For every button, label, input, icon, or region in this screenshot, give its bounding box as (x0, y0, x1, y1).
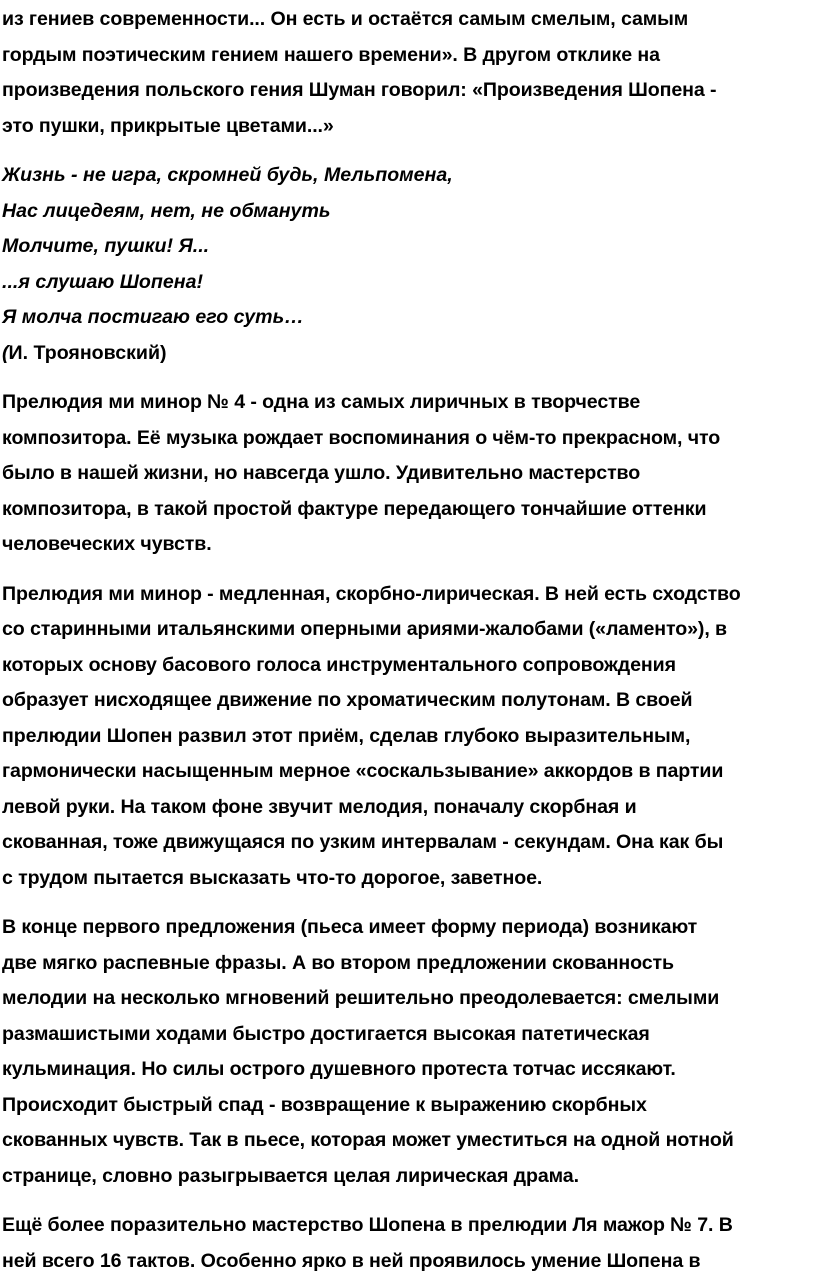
text-line: произведения польского гения Шуман говорил: «Произведения Шопена - (2, 73, 812, 109)
text-line: скованная, тоже движущаяся по узким интервалам - секундам. Она как бы (2, 825, 812, 861)
poem-author (2, 336, 812, 372)
text-line: из гениев современности... Он есть и остаётся самым смелым, самым (2, 2, 812, 38)
text-line: с трудом пытается высказать что-то дорогое, заветное. (2, 861, 812, 897)
text-line: образует нисходящее движение по хроматическим полутонам. В своей (2, 683, 812, 719)
text-line: Ещё более поразительно мастерство Шопена в прелюдии Ля мажор № 7. В (2, 1208, 812, 1244)
text-line: это пушки, прикрытые цветами...» (2, 109, 812, 145)
text-line: Происходит быстрый спад - возвращение к выражению скорбных (2, 1088, 812, 1124)
paragraph-gap (2, 896, 812, 910)
poem-block (2, 158, 812, 371)
text-line: композитора. Её музыка рождает воспоминания о чём-то прекрасном, что (2, 421, 812, 457)
paragraph-prelude-form (2, 910, 812, 1194)
text-line: со старинными итальянскими оперными ариями-жалобами («ламенто»), в (2, 612, 812, 648)
text-line: было в нашей жизни, но навсегда ушло. Удивительно мастерство (2, 456, 812, 492)
text-line: скованных чувств. Так в пьесе, которая может уместиться на одной нотной (2, 1123, 812, 1159)
text-line: размашистыми ходами быстро достигается высокая патетическая (2, 1017, 812, 1053)
poem-author-name: И. Трояновский) (9, 342, 167, 364)
text-line: две мягко распевные фразы. А во втором предложении скованность (2, 946, 812, 982)
text-line: прелюдии Шопен развил этот приём, сделав глубоко выразительным, (2, 719, 812, 755)
text-line: человеческих чувств. (2, 527, 812, 563)
poem-line: Я молча постигаю его суть… (2, 300, 812, 336)
paragraph-gap (2, 1194, 812, 1208)
poem-line: Молчите, пушки! Я... (2, 229, 812, 265)
paragraph-prelude-e-minor-analysis (2, 577, 812, 897)
text-line: Прелюдия ми минор № 4 - одна из самых лиричных в творчестве (2, 385, 812, 421)
poem-line: Жизнь - не игра, скромней будь, Мельпомена, (2, 158, 812, 194)
text-line: которых основу басового голоса инструментального сопровождения (2, 648, 812, 684)
poem-line: Нас лицедеям, нет, не обмануть (2, 194, 812, 230)
paragraph-prelude-a-major (2, 1208, 812, 1279)
poem-author-paren: ( (2, 342, 9, 364)
paragraph-gap (2, 371, 812, 385)
text-line: мелодии на несколько мгновений решительно преодолевается: смелыми (2, 981, 812, 1017)
paragraph-gap (2, 144, 812, 158)
text-line: Прелюдия ми минор - медленная, скорбно-лирическая. В ней есть сходство (2, 577, 812, 613)
text-line: ней всего 16 тактов. Особенно ярко в ней проявилось умение Шопена в (2, 1244, 812, 1279)
text-line: гармонически насыщенным мерное «соскальзывание» аккордов в партии (2, 754, 812, 790)
paragraph-prelude-e-minor-intro (2, 385, 812, 563)
text-line: гордым поэтическим гением нашего времени». В другом отклике на (2, 38, 812, 74)
text-line: В конце первого предложения (пьеса имеет форму периода) возникают (2, 910, 812, 946)
text-line: композитора, в такой простой фактуре передающего тончайшие оттенки (2, 492, 812, 528)
paragraph-gap (2, 563, 812, 577)
poem-line: ...я слушаю Шопена! (2, 265, 812, 301)
text-line: странице, словно разыгрывается целая лирическая драма. (2, 1159, 812, 1195)
paragraph-schumann-quote (2, 2, 812, 144)
text-line: кульминация. Но силы острого душевного протеста тотчас иссякают. (2, 1052, 812, 1088)
text-line: левой руки. На таком фоне звучит мелодия, поначалу скорбная и (2, 790, 812, 826)
